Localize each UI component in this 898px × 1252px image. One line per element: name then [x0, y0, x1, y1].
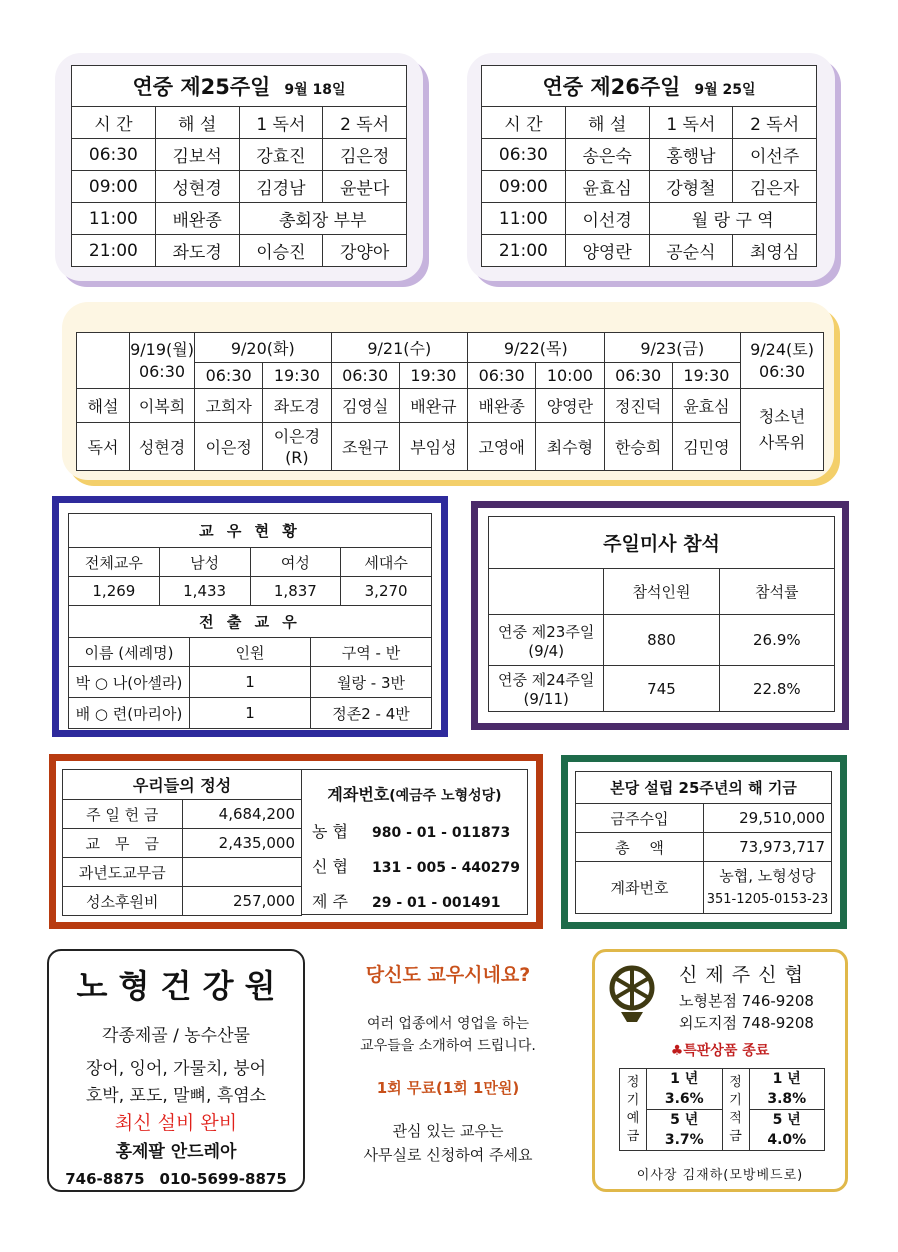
- col-header: 시 간: [72, 107, 156, 139]
- account-box: [302, 769, 528, 915]
- table-row: 박 ○ 나(아셀라) 1 월랑 - 3반: [69, 667, 432, 698]
- day-header: 9/21(수): [331, 333, 468, 363]
- table-row: 계좌번호 농협, 노형성당 351-1205-0153-23: [576, 862, 832, 914]
- time-header: 19:30: [399, 363, 467, 389]
- promo-line: 관심 있는 교우는: [392, 1122, 504, 1140]
- special-product-notice: ♣특판상품 종료: [670, 1043, 770, 1059]
- promo-line: 사무실로 신청하여 주세요: [363, 1146, 533, 1164]
- day-header: 9/22(목): [468, 333, 605, 363]
- table-row: 06:30 김보석 강효진 김은정: [72, 139, 407, 171]
- attendance-frame: [471, 501, 849, 730]
- savings-label: 정기적금: [722, 1069, 749, 1151]
- weekday-box: [62, 302, 834, 480]
- promo-title: 당신도 교우시네요?: [365, 964, 531, 986]
- table-row: 06:30 송은숙 홍행남 이선주: [482, 139, 817, 171]
- credit-union-name: 신 제 주 신 협: [679, 964, 804, 986]
- fund-frame: [561, 755, 847, 929]
- attendance-table: 주일미사 참석 참석인원 참석률 연중 제23주일(9/4) 880 26.9% 연중 제24주일(9/11) 745 22.8%: [488, 516, 835, 712]
- day-header: 9/24(토) 06:30: [741, 333, 824, 389]
- reading-row: 독서 성현경 이은정 이은경 (R) 조원구 부임성 고영애 최수형 한승희 김민영: [77, 423, 824, 471]
- account-line: 신 협 131 - 005 - 440279: [312, 857, 521, 876]
- time-header: 06:30: [468, 363, 536, 389]
- col-header: 1 독서: [649, 107, 733, 139]
- table-row: 연중 제24주일(9/11) 745 22.8%: [489, 666, 835, 712]
- promo-ad: [320, 960, 576, 1180]
- time-header: 19:30: [672, 363, 740, 389]
- day-header: 9/23(금): [604, 333, 741, 363]
- health-shop-line: 각종제골 / 농수산물: [102, 1026, 250, 1046]
- day-header: 9/20(화): [195, 333, 332, 363]
- table-row: 주 일 헌 금 4,684,200: [63, 800, 302, 829]
- table-row: 성소후원비 257,000: [63, 887, 302, 916]
- promo-line: 여러 업종에서 영업을 하는: [366, 1016, 530, 1032]
- rate-table: 정기예금 1 년 3.6% 정기적금 1 년 3.8% 5 년 3.7% 5 년 4.0%: [619, 1068, 825, 1151]
- week26-title: 연중 제26주일 9월 25일: [482, 66, 817, 107]
- week26-table: [481, 65, 817, 267]
- deposit-label: 정기예금: [620, 1069, 647, 1151]
- table-row: 11:00 배완종 총회장 부부: [72, 203, 407, 235]
- day-header: 9/19(월) 06:30: [130, 333, 195, 389]
- table-row: 과년도교무금: [63, 858, 302, 887]
- health-shop-ad: [47, 949, 305, 1192]
- credit-union-branch: 노형본점 746-9208: [679, 992, 814, 1010]
- col-header: 2 독서: [733, 107, 817, 139]
- week25-box: [55, 53, 423, 281]
- col-header: 해 설: [565, 107, 649, 139]
- account-title: 계좌번호(예금주 노형성당): [327, 785, 502, 804]
- health-shop-name: 노 형 건 강 원: [76, 967, 276, 1005]
- time-header: 10:00: [536, 363, 604, 389]
- health-shop-phone: 746-8875 010-5699-8875: [65, 1170, 287, 1188]
- fund-title: 본당 설립 25주년의 해 기금: [576, 772, 832, 804]
- attendance-title: 주일미사 참석: [489, 517, 835, 569]
- table-row: 금주수입 29,510,000: [576, 804, 832, 833]
- members-frame: [52, 496, 448, 737]
- table-row: 배 ○ 련(마리아) 1 정존2 - 4반: [69, 698, 432, 729]
- table-row: 21:00 양영란 공순식 최영심: [482, 235, 817, 267]
- table-row: 09:00 윤효심 강형철 김은자: [482, 171, 817, 203]
- fund-table: [575, 771, 832, 914]
- moveout-title: 전 출 교 우: [69, 606, 432, 638]
- saturday-cell: 청소년 사목위: [741, 389, 824, 471]
- offering-title: 우리들의 정성: [63, 770, 302, 800]
- time-header: 19:30: [263, 363, 331, 389]
- moveout-table: 전 출 교 우 이름 (세례명) 인원 구역 - 반 박 ○ 나(아셀라) 1 월랑 - 3반 배 ○ 련(마리아) 1 정존2 - 4반: [68, 605, 432, 729]
- health-shop-line: 호박, 포도, 말뼈, 흑염소: [85, 1086, 267, 1106]
- members-title: 교 우 현 황: [69, 514, 432, 548]
- col-header: 2 독서: [323, 107, 407, 139]
- col-header: 1 독서: [239, 107, 323, 139]
- credit-union-logo-icon: [605, 964, 659, 1024]
- weekday-table: [76, 332, 824, 471]
- table-row: 21:00 좌도경 이승진 강양아: [72, 235, 407, 267]
- week25-table: [71, 65, 407, 267]
- time-header: 06:30: [195, 363, 263, 389]
- credit-union-branch: 외도지점 748-9208: [679, 1014, 814, 1032]
- table-row: 교 무 금 2,435,000: [63, 829, 302, 858]
- offering-table: [62, 769, 302, 916]
- time-header: 06:30: [331, 363, 399, 389]
- credit-union-ad: [592, 949, 848, 1192]
- promo-offer: 1회 무료(1회 1만원): [376, 1079, 520, 1097]
- col-header: 시 간: [482, 107, 566, 139]
- commentary-row: 해설 이복희 고희자 좌도경 김영실 배완규 배완종 양영란 정진덕 윤효심 청소년 사목위: [77, 389, 824, 423]
- credit-union-director: 이사장 김재하(모방베드로): [636, 1168, 804, 1183]
- offering-frame: [49, 754, 543, 929]
- table-row: 09:00 성현경 김경남 윤분다: [72, 171, 407, 203]
- col-header: 해 설: [155, 107, 239, 139]
- table-row: 11:00 이선경 월 랑 구 역: [482, 203, 817, 235]
- week26-box: [467, 53, 835, 281]
- account-line: 제 주 29 - 01 - 001491: [312, 892, 501, 911]
- time-header: 06:30: [604, 363, 672, 389]
- table-row: 총 액 73,973,717: [576, 833, 832, 862]
- table-row: 연중 제23주일(9/4) 880 26.9%: [489, 615, 835, 666]
- health-shop-highlight: 최신 설비 완비: [114, 1112, 238, 1134]
- promo-line: 교우들을 소개하여 드립니다.: [360, 1038, 536, 1054]
- health-shop-owner: 홍제팔 안드레아: [115, 1142, 237, 1162]
- members-table: 교 우 현 황 전체교우 남성 여성 세대수 1,269 1,433 1,837 3,270: [68, 513, 432, 606]
- week25-title: 연중 제25주일 9월 18일: [72, 66, 407, 107]
- health-shop-line: 장어, 잉어, 가물치, 붕어: [85, 1059, 267, 1079]
- account-line: 농 협 980 - 01 - 011873: [312, 822, 511, 841]
